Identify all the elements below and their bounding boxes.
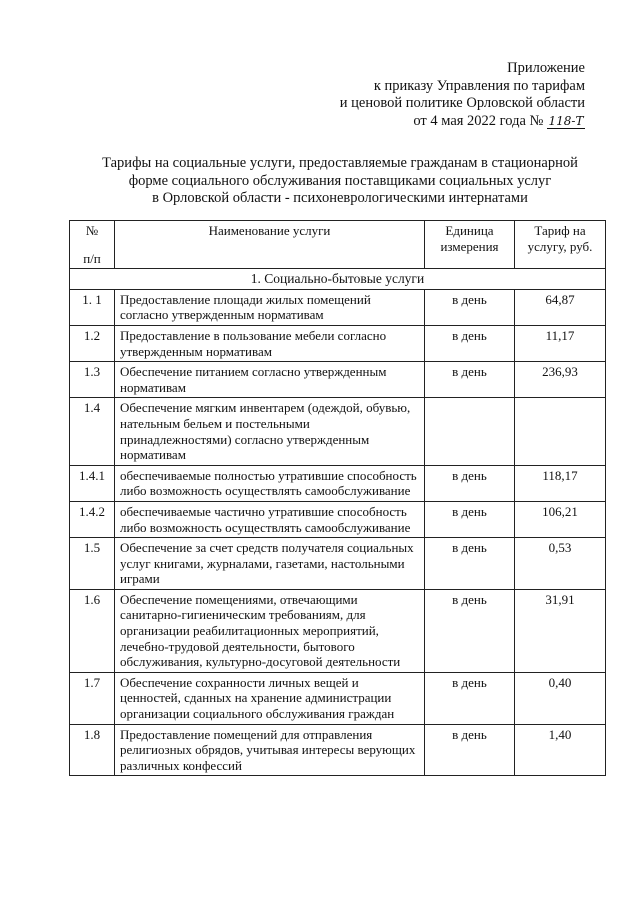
row-price: 118,17 [515,465,606,501]
appendix-line1: Приложение [507,60,585,76]
table-row [70,325,606,361]
row-number: 1.2 [70,325,115,361]
row-number: 1.8 [70,724,115,776]
section-title: 1. Социально-бытовые услуги [70,269,606,290]
table-row [70,465,606,501]
table-row [70,398,606,465]
table-row [70,589,606,672]
row-unit: в день [425,501,515,537]
header-num-symbol: № [85,223,99,238]
row-price [515,398,606,465]
row-price: 11,17 [515,325,606,361]
title-line1: Тарифы на социальные услуги, предоставляемые гражданам в стационарной [102,155,578,171]
row-number: 1. 1 [70,289,115,325]
document-title [90,155,590,208]
tariff-table [69,220,606,776]
row-service-name: Предоставление площади жилых помещений согласно утвержденным нормативам [115,289,425,325]
row-unit: в день [425,325,515,361]
row-service-name: обеспечиваемые частично утратившие способность либо возможность осуществлять самообслуживание [115,501,425,537]
row-number: 1.4.1 [70,465,115,501]
row-unit: в день [425,672,515,724]
table-row [70,501,606,537]
row-price: 0,40 [515,672,606,724]
row-number: 1.4 [70,398,115,465]
row-price: 64,87 [515,289,606,325]
row-service-name: обеспечиваемые полностью утратившие способность либо возможность осуществлять самообслуживание [115,465,425,501]
row-number: 1.6 [70,589,115,672]
row-number: 1.7 [70,672,115,724]
appendix-block [340,60,585,130]
handwritten-order-number: 118-Т [548,113,584,128]
row-unit: в день [425,724,515,776]
row-unit: в день [425,289,515,325]
row-unit: в день [425,362,515,398]
header-name: Наименование услуги [115,221,425,269]
row-service-name: Предоставление помещений для отправления религиозных обрядов, учитывая интересы верующих различных конфессий [115,724,425,776]
row-unit: в день [425,465,515,501]
row-service-name: Обеспечение мягким инвентарем (одеждой, обувью, нательным бельем и постельными принадлежностями) согласно утвержденным нормативам [115,398,425,465]
row-price: 1,40 [515,724,606,776]
row-unit: в день [425,589,515,672]
row-unit: в день [425,538,515,590]
title-line2: форме социального обслуживания поставщиками социальных услуг [128,172,552,189]
appendix-line3: и ценовой политике Орловской области [339,95,585,111]
row-price: 0,53 [515,538,606,590]
table-row [70,289,606,325]
header-num [70,221,115,269]
row-price: 31,91 [515,589,606,672]
row-price: 106,21 [515,501,606,537]
header-num-pp: п/п [83,250,101,266]
table-row [70,724,606,776]
title-line3: в Орловской области - психоневрологическими интернатами [152,190,528,206]
row-number: 1.3 [70,362,115,398]
row-service-name: Обеспечение за счет средств получателя социальных услуг книгами, журналами, газетами, настольными играми [115,538,425,590]
appendix-line4 [340,113,585,131]
appendix-line2: к приказу Управления по тарифам [373,77,585,94]
section-row [70,269,606,290]
row-price: 236,93 [515,362,606,398]
row-service-name: Обеспечение сохранности личных вещей и ценностей, сданных на хранение администрации организации социального обслуживания граждан [115,672,425,724]
row-number: 1.4.2 [70,501,115,537]
appendix-date: от 4 мая 2022 года № [413,112,544,129]
table-row [70,672,606,724]
header-unit: Единица измерения [425,221,515,269]
row-number: 1.5 [70,538,115,590]
row-unit [425,398,515,465]
row-service-name: Обеспечение питанием согласно утвержденным нормативам [115,362,425,398]
row-service-name: Предоставление в пользование мебели согласно утвержденным нормативам [115,325,425,361]
table-row [70,362,606,398]
header-price: Тариф на услугу, руб. [515,221,606,269]
table-row [70,538,606,590]
row-service-name: Обеспечение помещениями, отвечающими санитарно-гигиеническим требованиям, для организации реабилитационных мероприятий, лечебно-трудовой деятельности, бытового обслуживания, культурно-досуговой деятельности [115,589,425,672]
table-header-row [70,221,606,269]
